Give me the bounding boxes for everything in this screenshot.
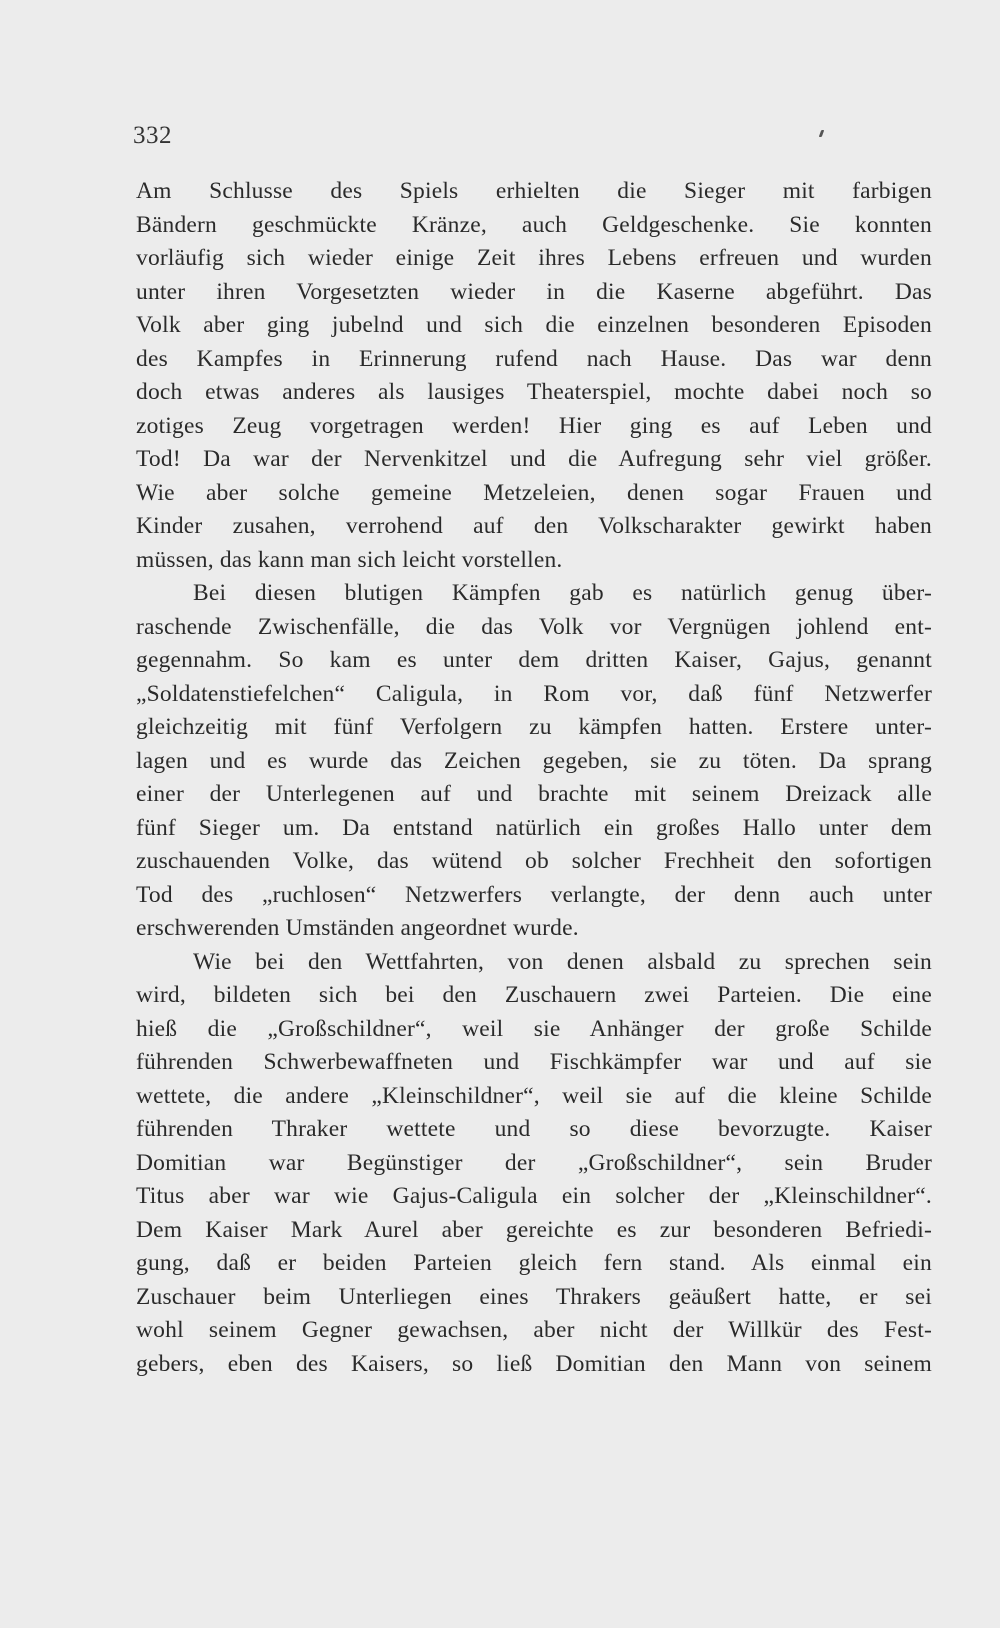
text-line: „Soldatenstiefelchen“ Caligula, in Rom vor, daß fünf Netzwerfer	[136, 680, 932, 707]
text-line: führenden Schwerbewaffneten und Fischkämpfer war und auf sie	[136, 1049, 932, 1075]
text-line: müssen, das kann man sich leicht vorstellen.	[136, 546, 563, 573]
text-line: Wie bei den Wettfahrten, von denen alsbald zu sprechen sein	[193, 948, 932, 975]
text-line: fünf Sieger um. Da entstand natürlich ein großes Hallo unter dem	[136, 814, 932, 841]
text-line: Bei diesen blutigen Kämpfen gab es natürlich genug über-	[193, 580, 932, 606]
text-line: wohl seinem Gegner gewachsen, aber nicht der Willkür des Fest-	[136, 1317, 932, 1343]
text-line: wird, bildeten sich bei den Zuschauern zwei Parteien. Die eine	[136, 982, 932, 1008]
body-text	[136, 175, 932, 1381]
text-line: Bändern geschmückte Kränze, auch Geldgeschenke. Sie konnten	[136, 211, 932, 238]
text-line: zuschauenden Volke, das wütend ob solcher Frechheit den sofortigen	[136, 848, 932, 874]
text-line: zotiges Zeug vorgetragen werden! Hier ging es auf Leben und	[136, 412, 932, 439]
text-line: Volk aber ging jubelnd und sich die einzelnen besonderen Episoden	[136, 312, 932, 338]
text-line: unter ihren Vorgesetzten wieder in die Kaserne abgeführt. Das	[136, 278, 932, 305]
text-line: lagen und es wurde das Zeichen gegeben, sie zu töten. Da sprang	[136, 747, 932, 774]
text-line: gleichzeitig mit fünf Verfolgern zu kämpfen hatten. Erstere unter-	[136, 714, 932, 740]
text-line: des Kampfes in Erinnerung rufend nach Hause. Das war denn	[136, 345, 932, 372]
text-line: einer der Unterlegenen auf und brachte mit seinem Dreizack alle	[136, 781, 932, 807]
text-line: führenden Thraker wettete und so diese bevorzugte. Kaiser	[136, 1116, 932, 1142]
text-line: hieß die „Großschildner“, weil sie Anhänger der große Schilde	[136, 1015, 932, 1042]
text-line: Titus aber war wie Gajus-Caligula ein solcher der „Kleinschildner“.	[136, 1183, 932, 1209]
text-line: gebers, eben des Kaisers, so ließ Domitian den Mann von seinem	[136, 1350, 932, 1377]
text-line: vorläufig sich wieder einige Zeit ihres Lebens erfreuen und wurden	[136, 245, 932, 271]
text-line: Tod! Da war der Nervenkitzel und die Aufregung sehr viel größer.	[136, 446, 932, 472]
text-line: Am Schlusse des Spiels erhielten die Sieger mit farbigen	[136, 178, 932, 204]
text-line: gegennahm. So kam es unter dem dritten Kaiser, Gajus, genannt	[136, 647, 932, 673]
text-line: erschwerenden Umständen angeordnet wurde.	[136, 915, 579, 941]
text-line: Zuschauer beim Unterliegen eines Thrakers geäußert hatte, er sei	[136, 1283, 932, 1310]
text-line: Dem Kaiser Mark Aurel aber gereichte es zur besonderen Befriedi-	[136, 1216, 932, 1243]
text-line: Kinder zusahen, verrohend auf den Volkscharakter gewirkt haben	[136, 513, 932, 539]
text-line: Wie aber solche gemeine Metzeleien, denen sogar Frauen und	[136, 479, 932, 506]
text-line: gung, daß er beiden Parteien gleich fern stand. Als einmal ein	[136, 1250, 932, 1276]
text-line: wettete, die andere „Kleinschildner“, weil sie auf die kleine Schilde	[136, 1082, 932, 1109]
text-line: Domitian war Begünstiger der „Großschildner“, sein Bruder	[136, 1149, 932, 1176]
text-line: Tod des „ruchlosen“ Netzwerfers verlangte, der denn auch unter	[136, 881, 932, 908]
page-number: 332	[133, 122, 172, 149]
text-line: doch etwas anderes als lausiges Theaterspiel, mochte dabei noch so	[136, 379, 932, 405]
stray-mark	[819, 130, 825, 137]
text-line: raschende Zwischenfälle, die das Volk vor Vergnügen johlend ent-	[136, 613, 932, 640]
